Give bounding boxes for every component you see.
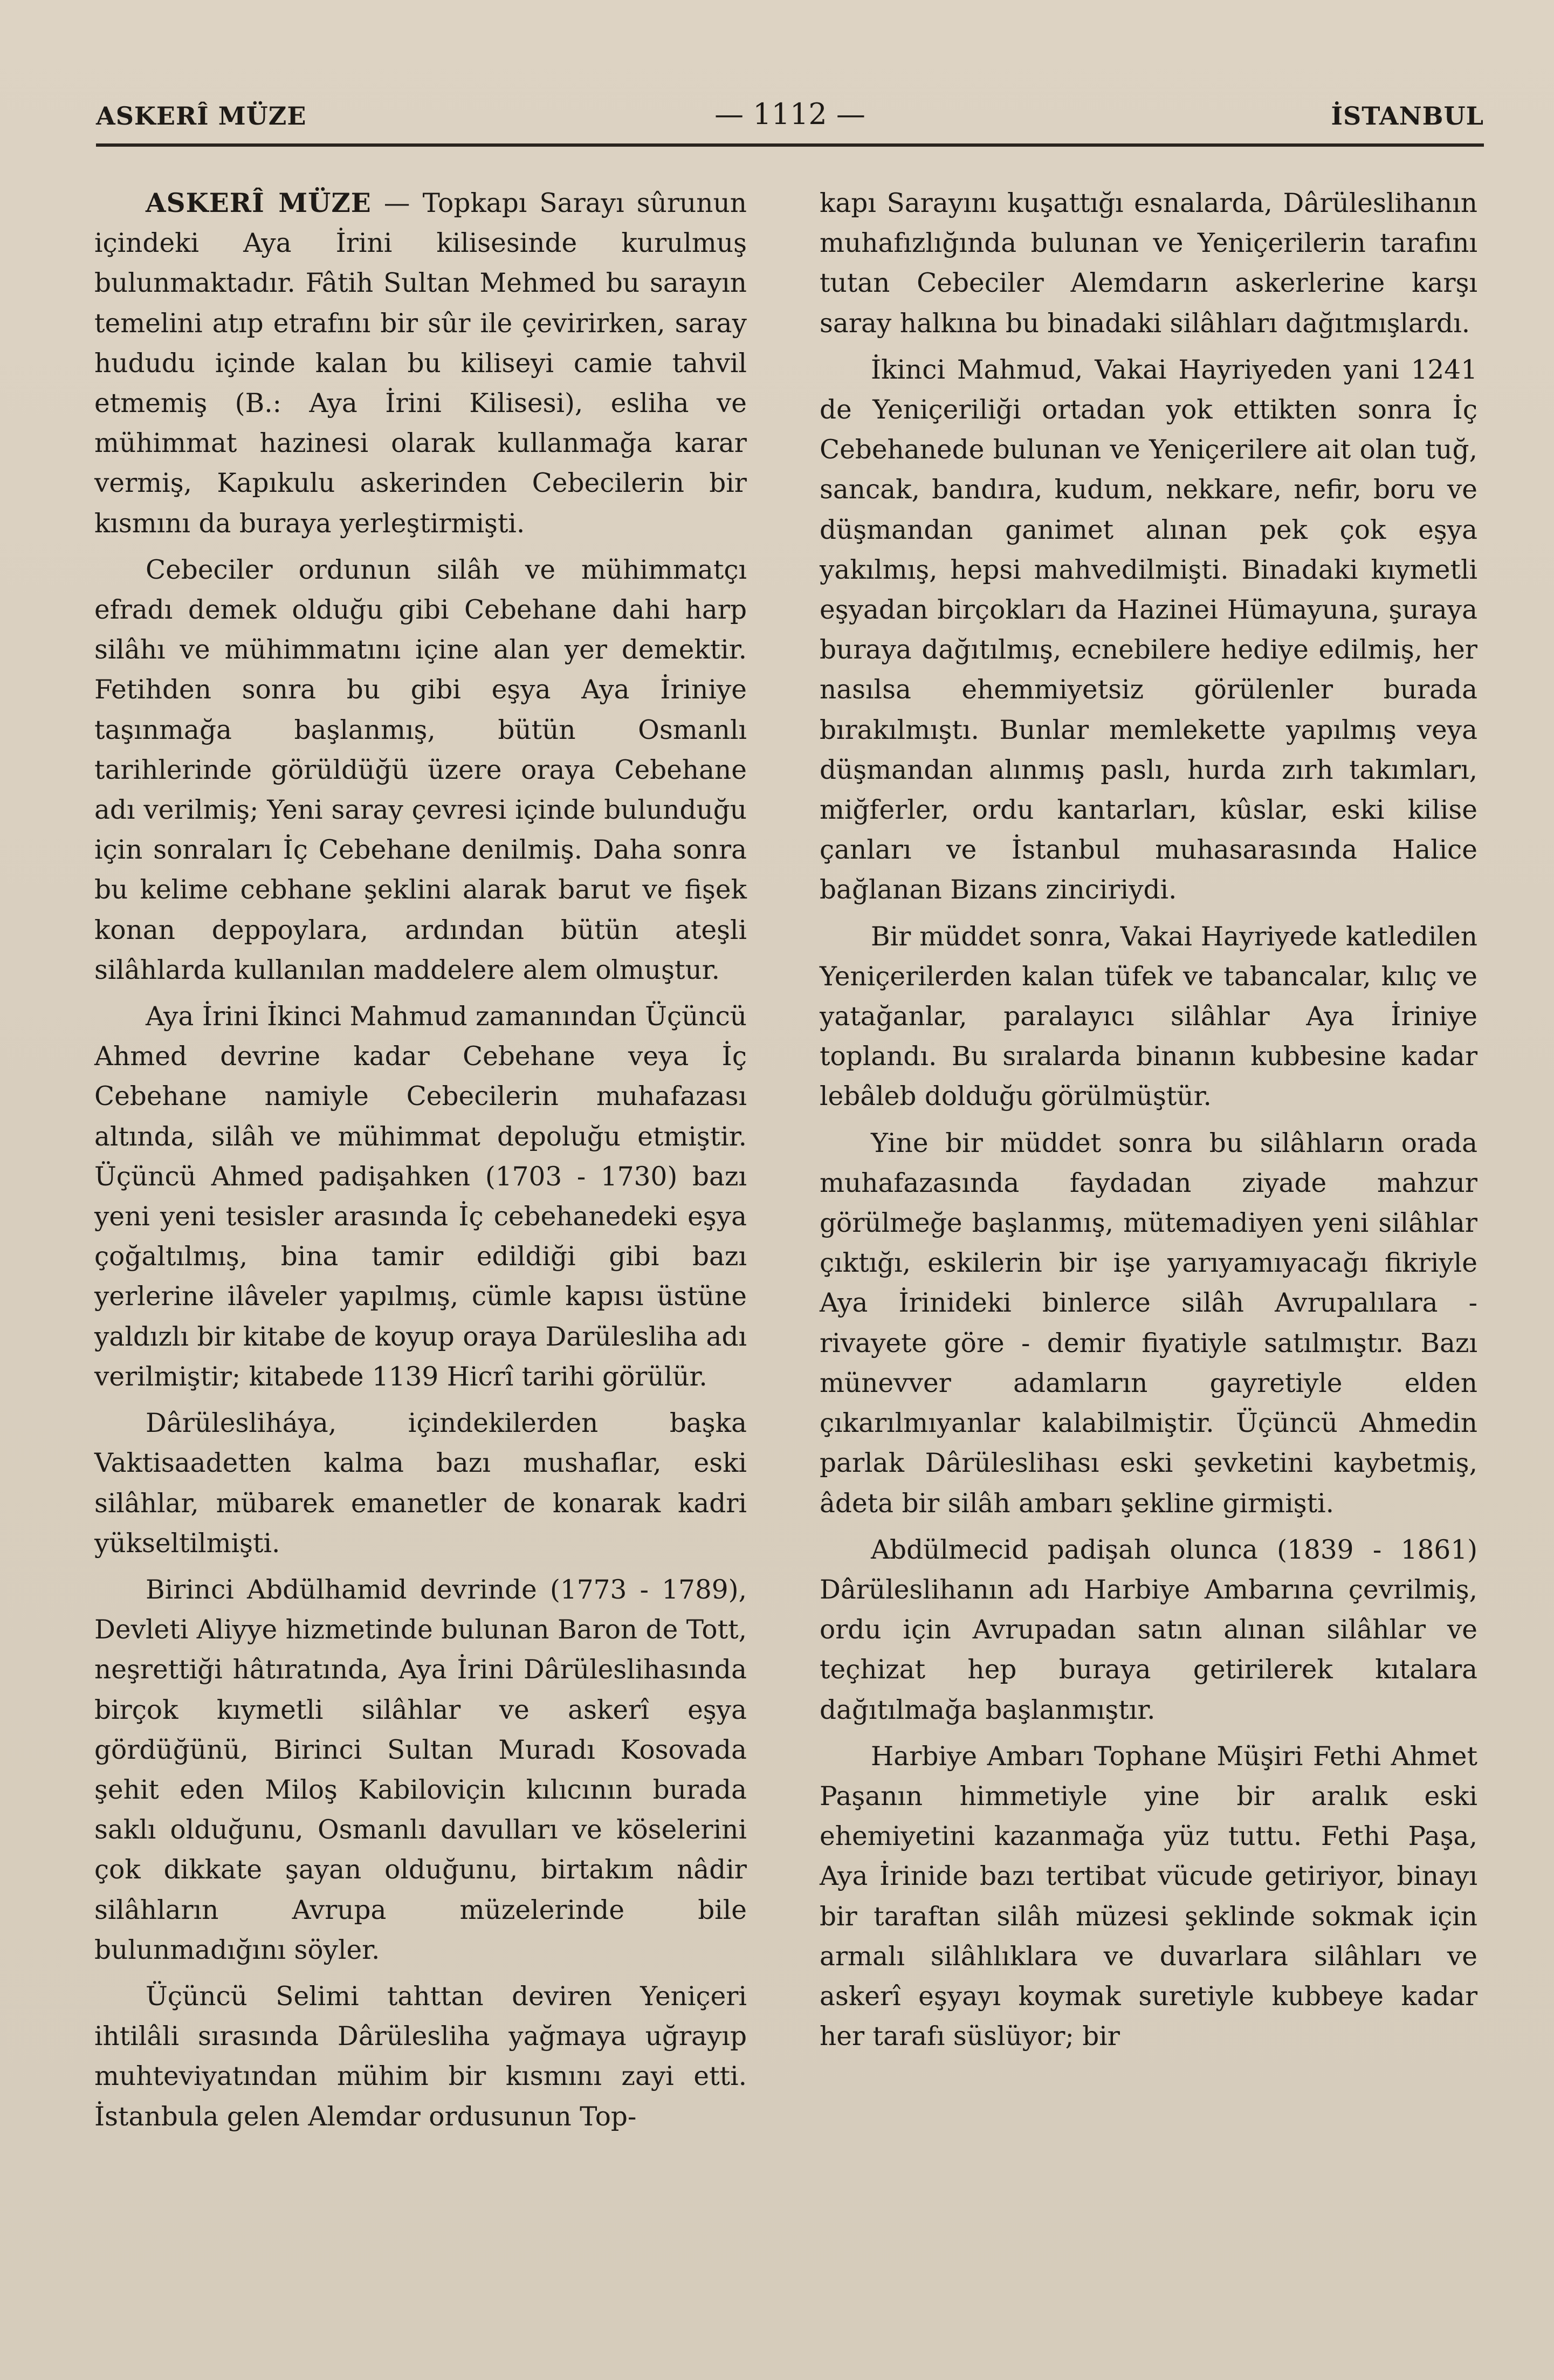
paragraph: kapı Sarayını kuşattığı esnalarda, Dârüleslihanın muhafızlığında bulunan ve Yeniçerilerin tarafını tutan Cebeciler Alemdarın askerlerine karşı saray halkına bu binadaki silâhları dağıtmışlardı.: [820, 188, 1477, 339]
header-rule: [96, 143, 1484, 147]
paragraph: Birinci Abdülhamid devrinde (1773 - 1789), Devleti Aliyye hizmetinde bulunan Baron de Tott, neşrettiği hâtıratında, Aya İrini Dârüleslihasında birçok kıymetli silâhlar ve askerî eşya gördüğünü, Birinci Sultan Muradı Kosovada şehit eden Miloş Kabiloviçin kılıcının burada saklı olduğunu, Osmanlı davulları ve köselerini çok dikkate şayan olduğunu, birtakım nâdir silâhların Avrupa müzelerinde bile bulunmadığını söyler.: [94, 1574, 747, 1965]
header-city: İSTANBUL: [1331, 101, 1484, 131]
paragraph-text: — Topkapı Sarayı sûrunun içindeki Aya İrini kilisesinde kurulmuş bulunmaktadır. Fâtih Sultan Mehmed bu sarayın temelini atıp etrafını bir sûr ile çevirirken, saray hududu içinde kalan bu kiliseyi camie tahvil etmemiş (B.: Aya İrini Kilisesi), esliha ve mühimmat hazinesi olarak kullanmağa karar vermiş, Kapıkulu askerinden Cebecilerin bir kısmını da buraya yerleştirmişti.: [94, 188, 747, 539]
paragraph: Abdülmecid padişah olunca (1839 - 1861) Dârüleslihanın adı Harbiye Ambarına çevrilmiş, ordu için Avrupadan satın alınan silâhlar ve teçhizat hep buraya getirilerek kıtalara dağıtılmağa başlanmıştır.: [820, 1534, 1477, 1725]
paragraph: Cebeciler ordunun silâh ve mühimmatçı efradı demek olduğu gibi Cebehane dahi harp silâhı ve mühimmatını içine alan yer demektir. Fetihden sonra bu gibi eşya Aya İriniye taşınmağa başlanmış, bütün Osmanlı tarihlerinde görüldüğü üzere oraya Cebehane adı verilmiş; Yeni saray çevresi içinde bulunduğu için sonraları İç Cebehane denilmiş. Daha sonra bu kelime cebhane şeklini alarak barut ve fişek konan deppoylara, ardından bütün ateşli silâhlarda kullanılan maddelere alem olmuştur.: [94, 554, 747, 985]
paragraph: Dârülesliháya, içindekilerden başka Vaktisaadetten kalma bazı mushaflar, eski silâhlar, mübarek emanetler de konarak kadri yükseltilmişti.: [94, 1408, 747, 1559]
paragraph: Bir müddet sonra, Vakai Hayriyede katledilen Yeniçerilerden kalan tüfek ve tabancalar, kılıç ve yatağanlar, paralayıcı silâhlar Aya İriniye toplandı. Bu sıralarda binanın kubbesine kadar lebâleb dolduğu görülmüştür.: [820, 921, 1477, 1112]
paragraph: Yine bir müddet sonra bu silâhların orada muhafazasında faydadan ziyade mahzur görülmeğe başlanmış, mütemadiyen yeni silâhlar çıktığı, eskilerin bir işe yarıyamıyacağı fikriyle Aya İrinideki binlerce silâh Avrupalılara - rivayete göre - demir fiyatiyle satılmıştır. Bazı münevver adamların gayretiyle elden çıkarılmıyanlar kalabilmiştir. Üçüncü Ahmedin parlak Dârüleslihası eski şevketini kaybetmiş, âdeta bir silâh ambarı şekline girmişti.: [820, 1128, 1477, 1519]
running-header: [96, 92, 1484, 140]
page-number: — 1112 —: [714, 97, 865, 131]
entry-title: ASKERÎ MÜZE: [146, 188, 372, 218]
paragraph: Harbiye Ambarı Tophane Müşiri Fethi Ahmet Paşanın himmetiyle yine bir aralık eski ehemiyetini kazanmağa yüz tuttu. Fethi Paşa, Aya İrinide bazı tertibat vücude getiriyor, binayı bir taraftan silâh müzesi şeklinde sokmak için armalı silâhlıklara ve duvarlara silâhları ve askerî eşyayı koymak suretiyle kubbeye kadar her tarafı süslüyor; bir: [820, 1741, 1477, 2052]
paragraph: İkinci Mahmud, Vakai Hayriyeden yani 1241 de Yeniçeriliği ortadan yok ettikten sonra İç Cebehanede bulunan ve Yeniçerilere ait olan tuğ, sancak, bandıra, kudum, nekkare, nefir, boru ve düşmandan ganimet alınan pek çok eşya yakılmış, hepsi mahvedilmişti. Binadaki kıymetli eşyadan birçokları da Hazinei Hümayuna, şuraya buraya dağıtılmış, ecnebilere hediye edilmiş, her nasılsa ehemmiyetsiz görülenler burada bırakılmıştı. Bunlar memlekette yapılmış veya düşmandan alınmış paslı, hurda zırh takımları, miğferler, ordu kantarları, kûslar, eski kilise çanları ve İstanbul muhasarasında Halice bağlanan Bizans zinciriydi.: [820, 354, 1477, 906]
right-column: [820, 183, 1477, 2056]
paragraph: Üçüncü Selimi tahttan deviren Yeniçeri ihtilâli sırasında Dârülesliha yağmaya uğrayıp muhteviyatından mühim bir kısmını zayi etti. İstanbula gelen Alemdar ordusunun Top-: [94, 1981, 747, 2132]
paragraph: [94, 183, 747, 544]
paragraph: Aya İrini İkinci Mahmud zamanından Üçüncü Ahmed devrine kadar Cebehane veya İç Cebehane namiyle Cebecilerin muhafazası altında, silâh ve mühimmat depoluğu etmiştir. Üçüncü Ahmed padişahken (1703 - 1730) bazı yeni yeni tesisler arasında İç cebehanedeki eşya çoğaltılmış, bina tamir edildiği gibi bazı yerlerine ilâveler yapılmış, cümle kapısı üstüne yaldızlı bir kitabe de koyup oraya Darülesliha adı verilmiştir; kitabede 1139 Hicrî tarihi görülür.: [94, 1002, 747, 1392]
left-column: [94, 183, 747, 2137]
header-section-title: ASKERÎ MÜZE: [96, 101, 307, 131]
